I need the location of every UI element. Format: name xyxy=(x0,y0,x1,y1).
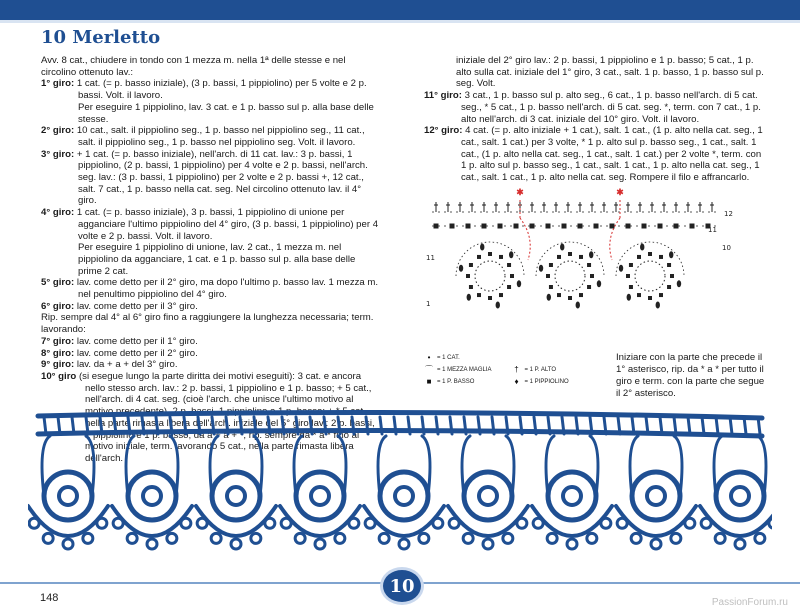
asterisk-1: * xyxy=(517,188,523,201)
legend-picot: ♦ = 1 PIPPIOLINO xyxy=(512,376,600,388)
section-badge: 10 xyxy=(380,567,424,605)
legend-treble: † = 1 P. ALTO xyxy=(512,364,600,376)
round-1: 1° giro: 1 cat. (= p. basso iniziale), (3 p. bassi, 1 pippiolino) per 5 volte e 2 p. bassi. Volt. il lavoro. xyxy=(41,78,367,102)
round-8: 8° giro: lav. come detto per il 2° giro. xyxy=(41,347,198,359)
repeat-note: Rip. sempre dal 4° al 6° giro fino a raggiungere la lunghezza necessaria; term. lavorando: xyxy=(41,312,374,336)
round-4-note: Per eseguire 1 pippiolino di unione, lav. 2 cat., 1 mezza m. nel pippiolino da agganciare, 1 cat. e 1 p. basso sul p. alla base delle prime 2 cat. xyxy=(78,242,356,277)
top-accent-line xyxy=(0,20,800,23)
round-4: 4° giro: 1 cat. (= p. basso iniziale), 3 p. bassi, 1 pippiolino di unione per agganciare l'ultimo pippiolino del 4° giro, (3 p. bassi, 1 pippiolino) per 4 volte e 2 p. bassi. Volt. il lavoro. xyxy=(41,207,379,242)
row-label-11: 11 xyxy=(708,226,717,234)
round-10-continuation: iniziale del 2° giro lav.: 2 p. bassi, 1 pippiolino e 1 p. basso; 5 cat., 1 p. alto sulla cat. iniziale del 1° giro, 3 cat., salt. 1 p. basso, 1 p. basso sul p. seg. Volt. xyxy=(456,55,764,90)
side-label-1: 1 xyxy=(426,300,431,308)
top-color-bar xyxy=(0,0,800,20)
row-label-12: 12 xyxy=(724,210,733,218)
round-label: 1° giro: xyxy=(41,78,75,90)
round-1-note: Per eseguire 1 pippiolino, lav. 3 cat. e 1 p. basso sul p. alla base delle stesse. xyxy=(78,101,374,125)
lace-photo xyxy=(28,404,772,582)
diagram-top-rows xyxy=(432,202,720,228)
round-7: 7° giro: lav. come detto per il 1° giro. xyxy=(41,335,198,347)
round-11: 11° giro: 3 cat., 1 p. basso sul p. alto seg., 6 cat., 1 p. basso nell'arch. di 5 cat. seg., * 5 cat., 1 p. basso nell'arch. di 5 cat. seg. *, term. con 7 cat., 1 p. alto nell'arch. di 3 cat. iniziale del 10° giro. Volt. il lavoro. xyxy=(424,90,761,125)
watermark: PassionForum.ru xyxy=(711,597,788,608)
round-5: 5° giro: lav. come detto per il 2° giro, ma dopo l'ultimo p. basso lav. 1 mezza m. nel penultimo pippiolino del 4° giro. xyxy=(41,277,379,301)
right-instructions-column xyxy=(424,55,769,184)
diagram-note: Iniziare con la parte che precede il 1° asterisco, rip. da * a * per tutto il giro e term. con la parte che segue il 2° asterisco. xyxy=(616,352,765,399)
row-label-10: 10 xyxy=(722,244,731,252)
symbol-legend xyxy=(424,352,599,388)
page-number: 148 xyxy=(40,592,59,604)
legend-slip-stitch: ⌒ = 1 MEZZA MAGLIA xyxy=(425,365,492,374)
round-2: 2° giro: 10 cat., salt. il pippiolino seg., 1 p. basso nel pippiolino seg., 11 cat., salt. il pippiolino seg., 1 p. basso nel pippiolino seg. Volt. il lavoro. xyxy=(41,125,365,148)
asterisk-2: * xyxy=(617,188,623,201)
treble-icon: † xyxy=(514,365,519,374)
picot-icon: ♦ xyxy=(514,377,519,386)
legend-single-crochet: ■ = 1 P. BASSO xyxy=(424,376,512,388)
round-6: 6° giro: lav. come detto per il 3° giro. xyxy=(41,300,198,312)
slip-stitch-icon: ⌒ xyxy=(425,365,433,374)
round-3: 3° giro: + 1 cat. (= p. basso iniziale), nell'arch. di 11 cat. lav.: 3 p. bassi, 1 pippiolino, (2 p. bassi, 1 pippiolino) per 4 volte e 2 p. bassi, nell'arch. seg. lav.: (3 p. bassi, 1 pippiolino) per 2 volte e 2 p. bassi +, 12 cat., salt. 7 cat., 1 p. basso nella cat. seg. Nel circolino ottenuto lav. il 4° giro. xyxy=(41,148,368,207)
side-label-11: 11 xyxy=(426,254,435,262)
page-title: 10 Merletto xyxy=(41,27,161,48)
round-9: 9° giro: lav. da + a + del 3° giro. xyxy=(41,359,178,371)
single-crochet-icon: ■ xyxy=(426,377,432,386)
intro-paragraph: Avv. 8 cat., chiudere in tondo con 1 mezza m. nella 1ª delle stesse e nel circolino ottenuto lav.: xyxy=(41,55,346,78)
chain-dot-icon: • xyxy=(427,353,431,362)
diagram-motifs xyxy=(456,242,684,308)
legend-chain: • = 1 CAT. xyxy=(424,352,512,364)
round-12: 12° giro: 4 cat. (= p. alto iniziale + 1 cat.), salt. 1 cat., (1 p. alto nella cat. seg., 1 cat., salt. 1 cat.) per 3 volte, * 1 p. alto sul p. basso seg., 1 cat., salt. 1 cat., (1 p. alto nella cat. seg., 1 cat., salt. 1 cat.) per 2 volte *, term. con 1 p. alto sul p. basso seg., 1 cat., salt. 1 cat., 1 p. alto nella cat. seg., 1 cat., salt. 1 cat., 1 p. alto nella cat. seg. Rompere il filo e affrancarlo. xyxy=(424,125,763,184)
round-10: 10° giro (si esegue lungo la parte diritta dei motivi eseguiti): 3 cat. e ancora nello stesso arch. lav.: 2 p. bassi, 1 pippiolino e 1 p. basso; + 5 cat., nell'arch. di 4 cat. seg. (cioè l'arch. che unisce l'ultimo motivo al motivo precedente), 2 p. bassi, 1 pippiolino e 1 p. basso; + * 5 cat., nella parte rimasta libera dell'arch. iniziale del 5° giro lav.: 2 p. bassi, 1 pippiolino e 1 p. basso; da a + a + *, rip. sempre da * a * fino al motivo iniziale, term. lavorando 5 cat., nella parte rimasta libera dell'arch. xyxy=(41,370,375,464)
crochet-diagram xyxy=(420,188,740,343)
